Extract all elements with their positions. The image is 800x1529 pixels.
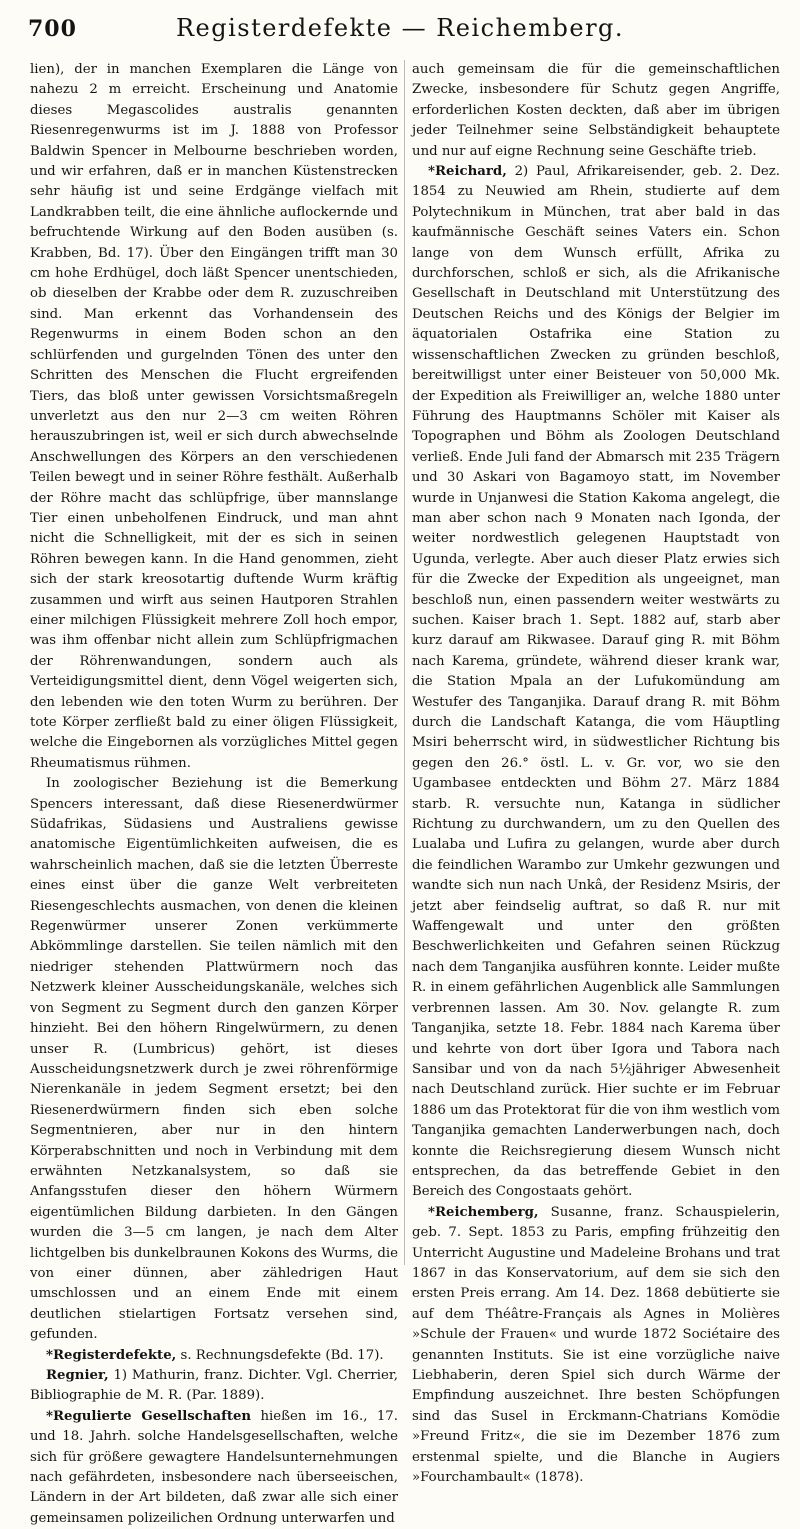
- headword: Regnier,: [46, 1368, 109, 1383]
- entry-text: hießen im 16., 17. und 18. Jahrh. solche Handelsgesellschaften, welche sich für größere gewagtere Handelsunternehmungen nach gefährdeten, insbesondere nach überseeischen, Ländern in der Art bildeten, daß zwar alle sich einer gemeinsamen polizeilichen Ordnung unterwarfen und: [30, 1408, 398, 1526]
- headword: *Registerdefekte,: [46, 1347, 177, 1363]
- paragraph-regenwurm-zoology: In zoologischer Beziehung ist die Bemerkung Spencers interessant, daß diese Riesenerdwürmer Südafrikas, Südasiens und Australiens gewisse anatomische Eigentümlichkeiten aufweisen, die es wahrscheinlich machen, daß sie die letzten Überreste eines einst über die ganze Welt verbreiteten Riesengeschlechts ausmachen, von denen die kleinen Regenwürmer unserer Zonen verkümmerte Abkömmlinge darstellen. Sie teilen nämlich mit den niedriger stehenden Plattwürmern noch das Netzwerk kleiner Ausscheidungskanäle, welches sich von Segment zu Segment durch den ganzen Körper hinzieht. Bei den höhern Ringelwürmern, zu denen unser R. (Lumbricus) gehört, ist dieses Ausscheidungsnetzwerk durch je zwei röhrenförmige Nierenkanäle in jedem Segment ersetzt; bei den Riesenerdwürmern finden sich eben solche Segmentnieren, aber nur in den hintern Körperabschnitten und noch in Verbindung mit dem erwähnten Netzkanalsystem, so daß sie Anfangsstufen dieser den höhern Würmern eigentümlichen Bildung darbieten. In den Gängen wurden die 3—5 cm langen, je nach dem Alter lichtgelben bis dunkelbraunen Kokons des Wurms, die von einer dünnen, aber zähledrigen Haut umschlossen und an einem Ende mit einem deutlichen stielartigen Fortsatz versehen sind, gefunden.: [30, 776, 398, 1343]
- text-columns: [30, 60, 780, 1526]
- entry-text: s. Rechnungsdefekte (Bd. 17).: [176, 1347, 384, 1363]
- entry-text: 1) Mathurin, franz. Dichter. Vgl. Cherrier, Bibliographie de M. R. (Par. 1889).: [30, 1368, 398, 1404]
- headword: *Reichemberg,: [428, 1204, 539, 1220]
- entry-regnier: [30, 1366, 398, 1407]
- entry-reichemberg: [412, 1203, 780, 1489]
- headword: *Reichard,: [428, 164, 507, 180]
- paragraph-gesellschaften-continued: auch gemeinsam die für die gemeinschaftlichen Zwecke, insbesondere für Schutz gegen Angriffe, erforderlichen Kosten deckten, daß aber im übrigen jeder Teilnehmer seine Selbständigkeit behauptete und nur auf eigne Rechnung seine Geschäfte trieb.: [412, 62, 780, 159]
- paragraph-regenwurm-continued: lien), der in manchen Exemplaren die Länge von nahezu 2 m erreicht. Erscheinung und Anatomie dieses Megascolides australis genannten Riesenregenwurms ist im J. 1888 von Professor Baldwin Spencer in Melbourne beschrieben worden, und wir erfahren, daß er in manchen Küstenstrecken sehr häufig ist und seine Erdgänge vielfach mit Landkrabben teilt, die eine ähnliche auflockernde und befruchtende Wirkung auf den Boden ausüben (s. Krabben, Bd. 17). Über den Eingängen trifft man 30 cm hohe Erdhügel, doch läßt Spencer unentschieden, ob dieselben der Krabbe oder dem R. zuzuschreiben sind. Man erkennt das Vorhandensein des Regenwurms in einem Boden schon an den schlürfenden und gurgelnden Tönen des unter den Schritten des Menschen die Flucht ergreifenden Tiers, das bloß unter gewissen Vorsichtsmaßregeln unverletzt aus den nur 2—3 cm weiten Röhren herauszubringen ist, weil er sich durch abwechselnde Anschwellungen des Körpers an den verschiedenen Teilen bewegt und in seiner Röhre festhält. Außerhalb der Röhre macht das schlüpfrige, über mannslange Tier einen unbeholfenen Eindruck, und man ahnt nicht die Schnelligkeit, mit der es sich in seinen Röhren bewegen kann. In die Hand genommen, zieht sich der stark kreosotartig duftende Wurm kräftig zusammen und wirft aus seinen Hautporen Strahlen einer milchigen Flüssigkeit mehrere Zoll hoch empor, was ihm offenbar nicht allein zum Schlüpfrigmachen der Röhrenwandungen, sondern auch als Verteidigungsmittel dient, denn Vögel weigerten sich, den lebenden wie den toten Wurm zu berühren. Der tote Körper zerfließt bald zu einer öligen Flüssigkeit, welche die Eingebornen als vorzügliches Mittel gegen Rheumatismus rühmen.: [30, 62, 398, 771]
- entry-registerdefekte: [30, 1346, 398, 1366]
- column-divider: [404, 60, 405, 1265]
- entry-reichard: [412, 162, 780, 1203]
- right-column: [412, 60, 780, 1486]
- entry-text: Susanne, franz. Schauspielerin, geb. 7. Sept. 1853 zu Paris, empfing frühzeitig den Unterricht Augustine und Madeleine Brohans und trat 1867 in das Konservatorium, auf dem sie sich den ersten Preis errang. Am 14. Dez. 1868 debütierte sie auf dem Théâtre-Français als Agnes in Molières »Schule der Frauen« und wurde 1872 Sociétaire des genannten Instituts. Sie ist eine vorzügliche naive Liebhaberin, deren Spiel sich durch Wärme der Empfindung auszeichnet. Ihre besten Schöpfungen sind das Susel in Erckmann-Chatrians Komödie »Freund Fritz«, die sie im Dezember 1876 zum erstenmal spielte, und die Blanche in Augiers »Fourchambault« (1878).: [412, 1204, 780, 1486]
- running-head: Registerdefekte — Reichemberg.: [175, 14, 625, 42]
- page-header: [18, 12, 782, 46]
- left-column: [30, 60, 398, 1526]
- headword: *Regulierte Gesellschaften: [46, 1408, 252, 1424]
- entry-text: 2) Paul, Afrikareisender, geb. 2. Dez. 1854 zu Neuwied am Rhein, studierte auf dem Polytechnikum in München, trat aber bald in das kaufmännische Geschäft seines Vaters ein. Schon lange von dem Wunsch erfüllt, Afrika zu durchforschen, schloß er sich, als die Afrikanische Gesellschaft in Deutschland mit Unterstützung des Deutschen Reichs und des Königs der Belgier im äquatorialen Ostafrika eine Station zu wissenschaftlichen Zwecken zu gründen beschloß, bereitwilligst unter einer Beisteuer von 50,000 Mk. der Expedition als Freiwilliger an, welche 1880 unter Führung des Hauptmanns Schöler mit Kaiser als Topographen und Böhm als Zoologen Deutschland verließ. Ende Juli fand der Abmarsch mit 235 Trägern und 30 Askari von Bagamoyo statt, im November wurde in Unjanwesi die Station Kakoma angelegt, die man aber schon nach 9 Monaten nach Igonda, der weiter nordwestlich gelegenen Hauptstadt von Ugunda, verlegte. Aber auch dieser Platz erwies sich für die Zwecke der Expedition als ungeeignet, man beschloß nun, einen passendern weiter westwärts zu suchen. Kaiser brach 1. Sept. 1882 auf, starb aber kurz darauf am Rikwasee. Darauf ging R. mit Böhm nach Karema, gründete, während dieser krank war, die Station Mpala an der Lufukomündung am Westufer des Tanganjika. Darauf drang R. mit Böhm durch die Landschaft Katanga, die vom Häuptling Msiri beherrscht wird, in südwestlicher Richtung bis gegen den 26.° östl. L. v. Gr. vor, wo sie den Ugambasee entdeckten und Böhm 27. März 1884 starb. R. versuchte nun, Katanga in südlicher Richtung zu durchwandern, um zu den Quellen des Lualaba und Lufira zu gelangen, wurde aber durch die feindlichen Warambo zur Umkehr gezwungen und wandte sich nun nach Unkâ, der Residenz Msiris, der jetzt aber feindselig auftrat, so daß R. nur mit Waffengewalt und unter den größten Beschwerlichkeiten und Gefahren seinen Rückzug nach dem Tanganjika ausführen konnte. Leider mußte R. in einem gefährlichen Augenblick alle Sammlungen verbrennen lassen. Am 30. Nov. gelangte R. zum Tanganjika, setzte 18. Febr. 1884 nach Karema über und kehrte von dort über Igora und Tabora nach Sansibar und von da nach 5½jähriger Abwesenheit nach Deutschland zurück. Hier suchte er im Februar 1886 um das Protektorat für die von ihm westlich vom Tanganjika gemachten Landerwerbungen nach, doch konnte die Reichsregierung diesem Wunsch nicht entsprechen, da das betreffende Gebiet in den Bereich des Congostaats gehört.: [412, 164, 780, 1200]
- entry-regulierte-gesellschaften: [30, 1407, 398, 1529]
- page-number: 700: [28, 16, 77, 42]
